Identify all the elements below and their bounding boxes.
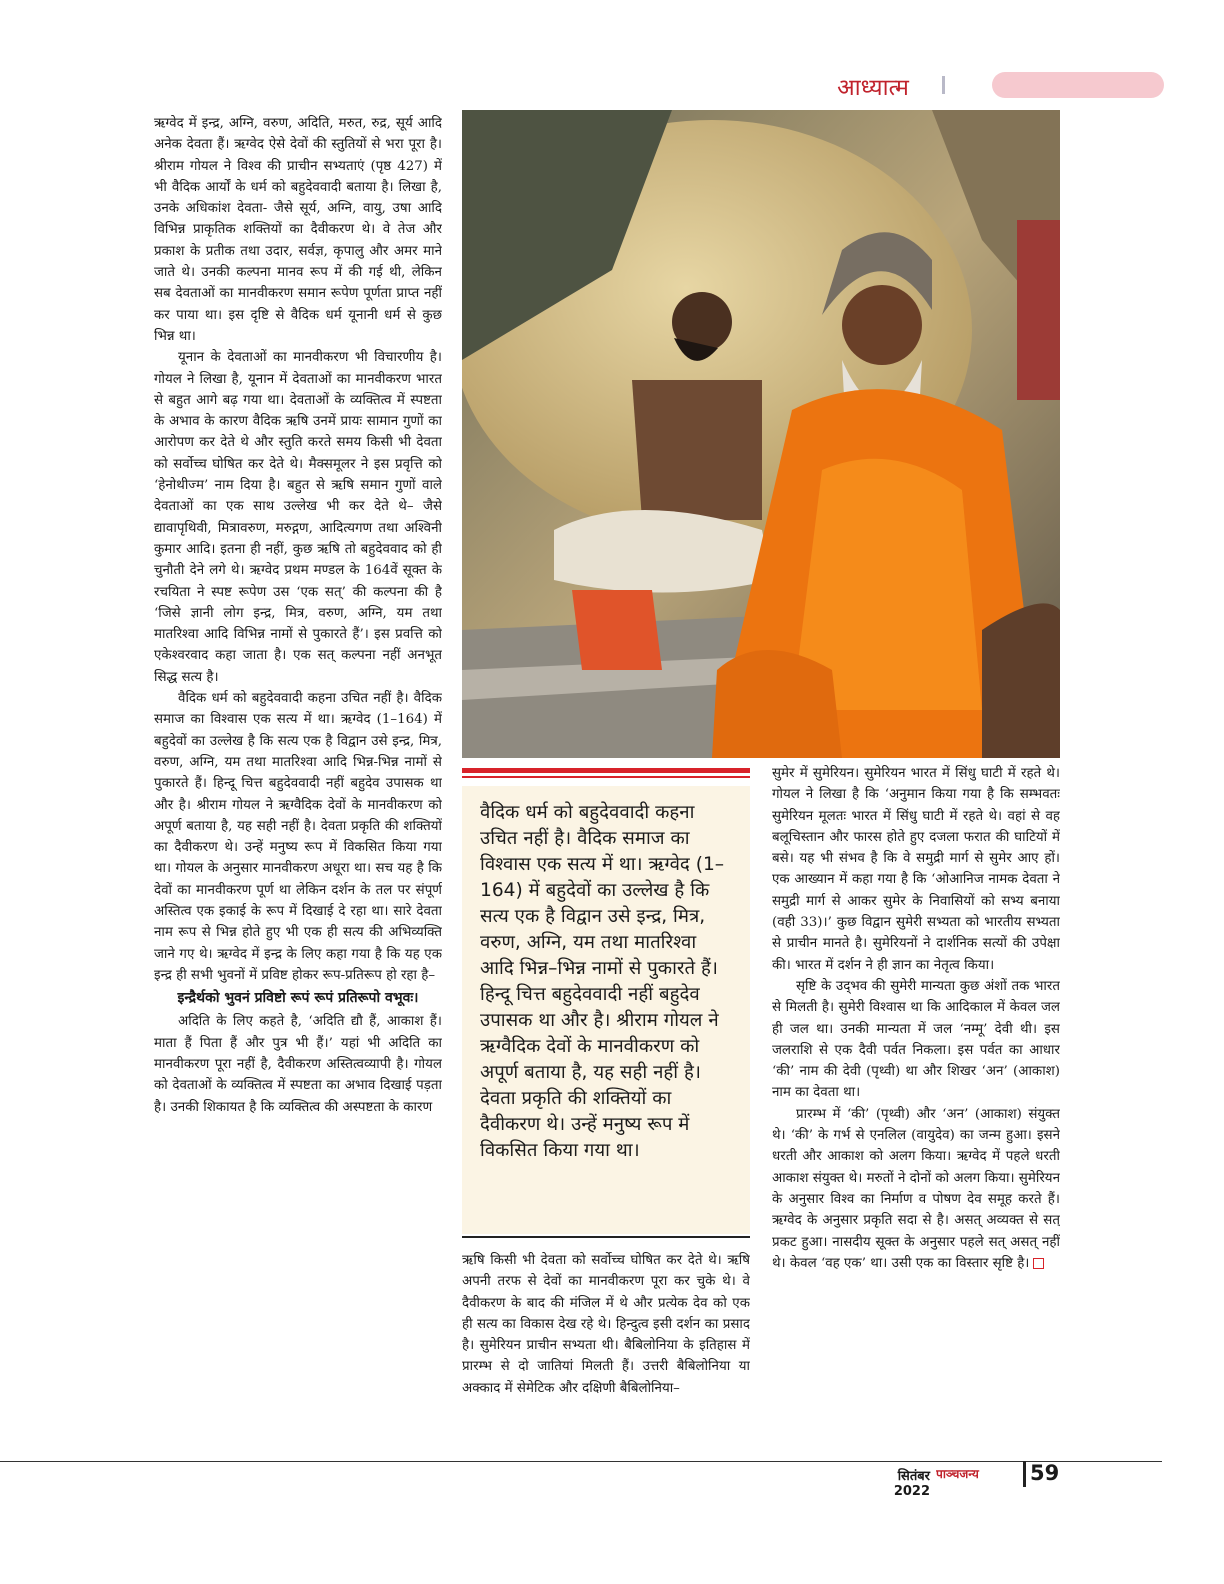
paragraph-text: प्रारम्भ में ‘की’ (पृथ्वी) और ‘अन’ (आकाश) संयुक्त थे। ‘की’ के गर्भ से एनलिल (वायुदेव) का जन्म हुआ। इसने धरती और आकाश को अलग किया। ऋग्वेद में पहले धरती आकाश संयुक्त थे। मरुतों ने दोनों को अलग किया। सुमेरियन के अनुसार विश्व का निर्माण व पोषण देव समूह करते हैं। ऋग्वेद के अनुसार प्रकृति सदा से है। असत् अव्यक्त से सत् प्रकट हुआ। नासदीय सूक्त के अनुसार पहले सत् असत् नहीं थे। केवल ‘वह एक’ था। उसी एक का विस्तार सृष्टि है। bbox=[772, 1106, 1060, 1271]
paragraph: अदिति के लिए कहते है, ‘अदिति द्यौ हैं, आकाश हैं। माता हैं पिता हैं और पुत्र भी हैं।’ यहां भी अदिति का मानवीकरण पूरा नहीं है, दैवीकरण अस्तित्वव्यापी है। गोयल को देवताओं के व्यक्तित्व में स्पष्टता का अभाव दिखाई पड़ता है। उनकी शिकायत है कि व्यक्तित्व की अस्पष्टता के कारण bbox=[154, 1014, 442, 1115]
pull-quote-top-rule-thin bbox=[462, 776, 750, 778]
paragraph: ऋषि किसी भी देवता को सर्वोच्च घोषित कर देते थे। ऋषि अपनी तरफ से देवों का मानवीकरण पूरा कर चुके थे। वे दैवीकरण के बाद की मंजिल में थे और प्रत्येक देव को एक ही सत्य का विकास देख रहे थे। हिन्दुत्व इसी दर्शन का प्रसाद है। सुमेरियन प्राचीन सभ्यता थी। बैबिलोनिया के इतिहास में प्रारम्भ से दो जातियां मिलती हैं। उत्तरी बैबिलोनिया या अक्काद में सेमेटिक और दक्षिणी बैबिलोनिया– bbox=[462, 1253, 750, 1396]
end-square-icon bbox=[1033, 1258, 1044, 1269]
column-2 bbox=[462, 1250, 750, 1445]
shloka-verse: इन्द्रैर्थको भुवनं प्रविष्टो रूपं रूपं प्रतिरूपो वभूवः। bbox=[177, 990, 419, 1007]
footer-divider bbox=[1023, 1461, 1026, 1487]
column-3 bbox=[772, 763, 1060, 1445]
paragraph: ऋग्वेद में इन्द्र, अग्नि, वरुण, अदिति, मरुत, रुद्र, सूर्य आदि अनेक देवता हैं। ऋग्वेद ऐसे देवों की स्तुतियों से भरा पूरा है। श्रीराम गोयल ने विश्व की प्राचीन सभ्यताएं (पृष्ठ 427) में भी वैदिक आर्यों के धर्म को बहुदेववादी बताया है। लिखा है, उनके अधिकांश देवता- जैसे सूर्य, अग्नि, वायु, उषा आदि विभिन्न प्राकृतिक शक्तियों का दैवीकरण थे। वे तेज और प्रकाश के प्रतीक तथा उदार, सर्वज्ञ, कृपालु और अमर माने जाते थे। उनकी कल्पना मानव रूप में की गई थी, लेकिन सब देवताओं का मानवीकरण समान रूपेण पूर्णता प्राप्त नहीं कर पाया था। इस दृष्टि से वैदिक धर्म यूनानी धर्म से कुछ भिन्न था। bbox=[154, 116, 442, 344]
column-1 bbox=[154, 113, 442, 1443]
pull-quote-top-rule bbox=[462, 768, 750, 773]
magazine-logo: पाञ्चजन्य bbox=[936, 1467, 979, 1481]
footer-rule bbox=[0, 1461, 1162, 1462]
issue-date: सितंबर 2022 bbox=[893, 1469, 930, 1499]
meditating-sadhus-photo bbox=[462, 110, 1060, 758]
paragraph-last bbox=[772, 1104, 1060, 1274]
pull-quote: वैदिक धर्म को बहुदेववादी कहना उचित नहीं है। वैदिक समाज का विश्वास एक सत्य में था। ऋग्वेद (1–164) में बहुदेवों का उल्लेख है कि सत्य एक है विद्वान उसे इन्द्र, मित्र, वरुण, अग्नि, यम तथा मातरिश्वा आदि भिन्न–भिन्न नामों से पुकारते हैं। हिन्दू चित्त बहुदेववादी नहीं बहुदेव उपासक था और है। श्रीराम गोयल ने ऋग्वैदिक देवों के मानवीकरण को अपूर्ण बताया है, यह सही नहीं है। देवता प्रकृति की शक्तियों का दैवीकरण थे। उन्हें मनुष्य रूप में विकसित किया गया था। bbox=[462, 786, 750, 1234]
pull-quote-bottom-rule bbox=[462, 1236, 750, 1238]
paragraph: सुमेर में सुमेरियन। सुमेरियन भारत में सिंधु घाटी में रहते थे। गोयल ने लिखा है कि ‘अनुमान किया गया है कि सम्भवतः सुमेरियन मूलतः भारत में सिंधु घाटी में रहते थे। वहां से वह बलूचिस्तान और फारस होते हुए दजला फरात की घाटियों में बसे। यह भी संभव है कि वे समुद्री मार्ग से सुमेर आए हों। एक आख्यान में कहा गया है कि ‘ओआनिज नामक देवता ने समुद्री मार्ग से आकर सुमेर के निवासियों को सभ्य बनाया (वही 33)।’ कुछ विद्वान सुमेरी सभ्यता को भारतीय सभ्यता से प्राचीन मानते है। सुमेरियनों ने दार्शनिक सत्यों की उपेक्षा की। भारत में दर्शन ने ही ज्ञान का नेतृत्व किया। bbox=[772, 766, 1060, 973]
paragraph: यूनान के देवताओं का मानवीकरण भी विचारणीय है। गोयल ने लिखा है, यूनान में देवताओं का मानवीकरण भारत से बहुत आगे बढ़ गया था। देवताओं के व्यक्तित्व में स्पष्टता के अभाव के कारण वैदिक ऋषि उनमें प्रायः सामान गुणों का आरोपण कर देते थे और स्तुति करते समय किसी भी देवता को सर्वोच्च घोषित कर देते थे। मैक्समूलर ने इस प्रवृत्ति को ‘हेनोथीज्म’ नाम दिया है। बहुत से ऋषि समान गुणों वाले देवताओं का एक साथ उल्लेख भी कर देते थे– जैसे द्यावापृथिवी, मित्रावरुण, मरुद्गण, आदित्यगण तथा अश्विनी कुमार आदि। इतना ही नहीं, कुछ ऋषि तो बहुदेववाद को ही चुनौती देने लगे थे। ऋग्वेद प्रथम मण्डल के 164वें सूक्त के रचयिता ने स्पष्ट रूपेण उस ‘एक सत्’ की कल्पना की है ‘जिसे ज्ञानी लोग इन्द्र, मित्र, वरुण, अग्नि, यम तथा मातरिश्वा आदि विभिन्न नामों से पुकारते हैं’। इस प्रवत्ति को एकेश्वरवाद कहा जाता है। एक सत् कल्पना नहीं अनभूत सिद्ध सत्य है। bbox=[154, 350, 442, 685]
section-label: आध्यात्म bbox=[837, 75, 909, 101]
page-number: 59 bbox=[1030, 1461, 1060, 1485]
header-divider bbox=[942, 76, 945, 94]
header-pill bbox=[992, 72, 1164, 98]
paragraph: सृष्टि के उद्‌भव की सुमेरी मान्यता कुछ अंशों तक भारत से मिलती है। सुमेरी विश्वास था कि आदिकाल में केवल जल ही जल था। उनकी मान्यता में जल ‘नम्मू’ देवी थी। इस जलराशि से एक दैवी पर्वत निकला। इस पर्वत का आधार ‘की’ नाम की देवी (पृथ्वी) था और शिखर ‘अन’ (आकाश) नाम का देवता था। bbox=[772, 978, 1060, 1101]
paragraph: वैदिक धर्म को बहुदेववादी कहना उचित नहीं है। वैदिक समाज का विश्वास एक सत्य में था। ऋग्वेद (1–164) में बहुदेवों का उल्लेख है कि सत्य एक है विद्वान उसे इन्द्र, मित्र, वरुण, अग्नि, यम तथा मातरिश्वा आदि भिन्न-भिन्न नामों से पुकारते हैं। हिन्दू चित्त बहुदेववादी नहीं बहुदेव उपासक था और है। श्रीराम गोयल ने ऋग्वैदिक देवों के मानवीकरण को अपूर्ण बताया है, यह सही नहीं है। देवता प्रकृति की शक्तियों का दैवीकरण थे। उन्हें मनुष्य रूप में विकसित किया गया था। गोयल के अनुसार मानवीकरण अधूरा था। सच यह है कि देवों का मानवीकरण पूर्ण था लेकिन दर्शन के तल पर संपूर्ण अस्तित्व एक इकाई के रूप में दिखाई दे रहा था। सारे देवता नाम रूप से भिन्न होते हुए भी एक ही सत्य की अभिव्यक्ति जाने गए थे। ऋग्वेद में इन्द्र के लिए कहा गया है कि यह एक इन्द्र ही सभी भुवनों में प्रविष्ट होकर रूप-प्रतिरूप हो रहा है– bbox=[154, 691, 442, 983]
